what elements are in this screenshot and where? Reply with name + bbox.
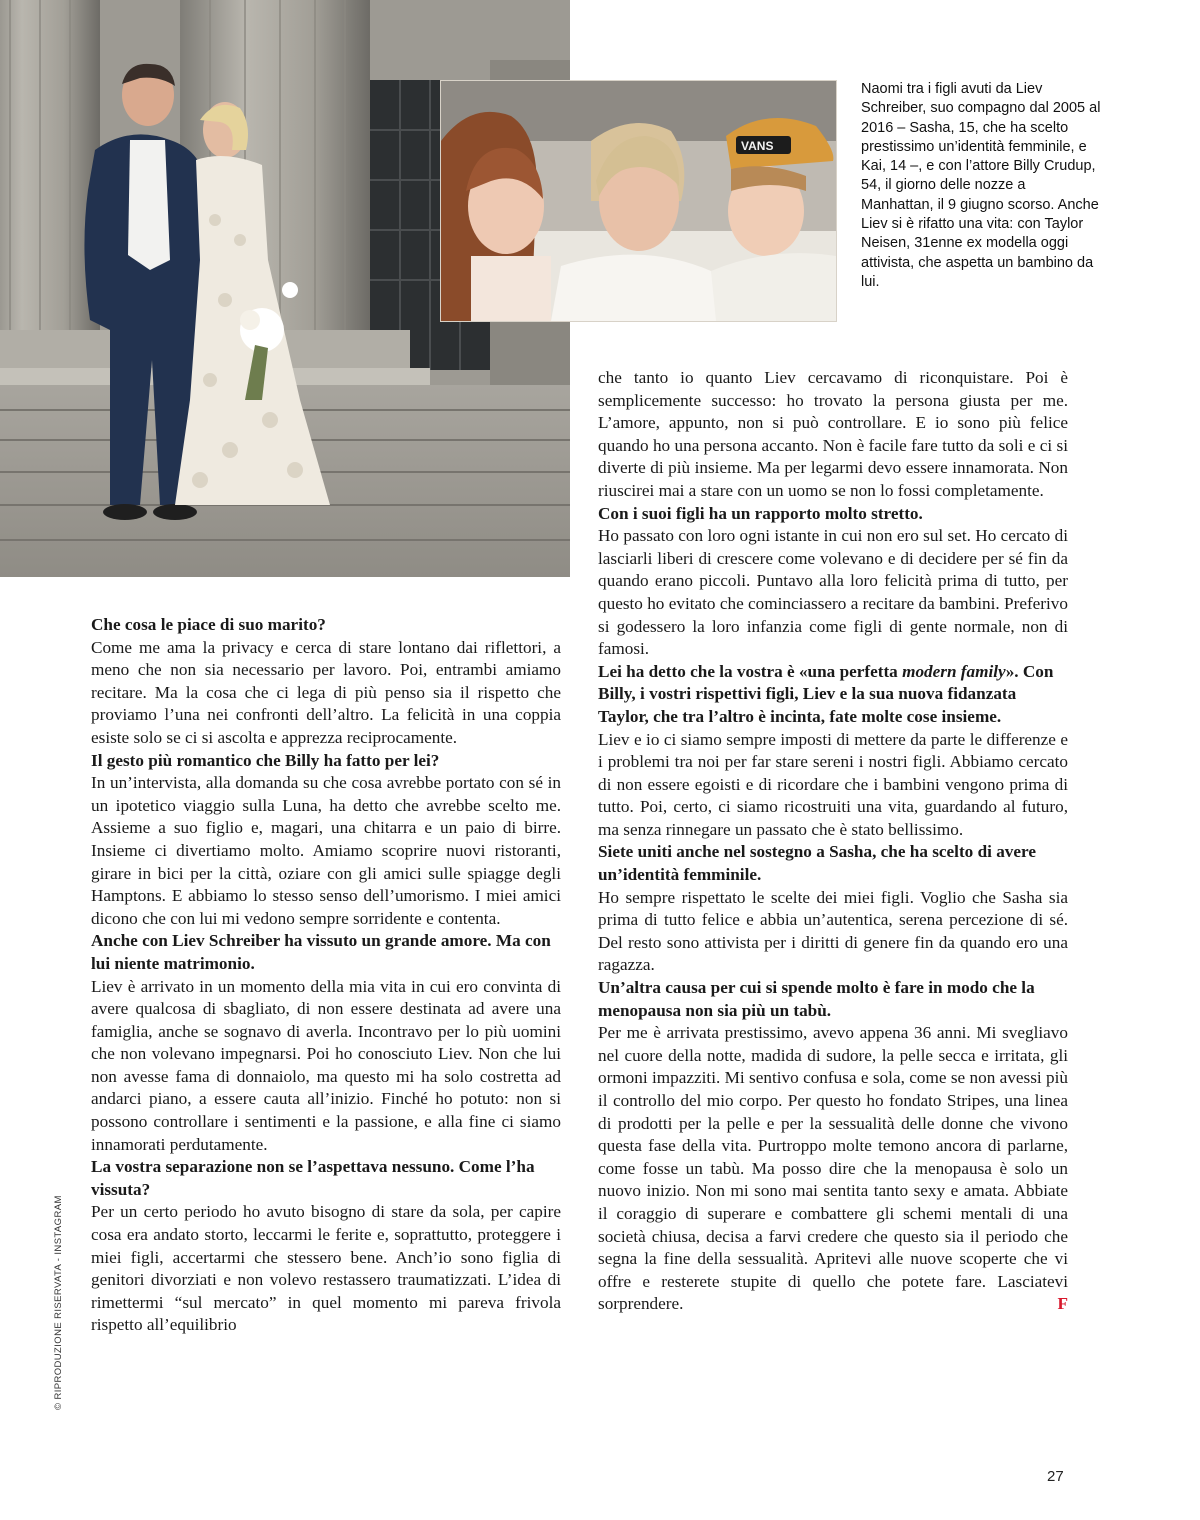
question-7: Siete uniti anche nel sostegno a Sasha, che ha scelto di avere un’identità femminile. xyxy=(598,842,1036,885)
question-2: Il gesto più romantico che Billy ha fatto per lei? xyxy=(91,750,440,770)
photo-credit: © RIPRODUZIONE RISERVATA - INSTAGRAM xyxy=(53,1195,64,1410)
answer-4-part-2: che tanto io quanto Liev cercavamo di riconquistare. Poi è semplicemente successo: ho trovato la persona giusta per me. L’amore, appunto, non si può controllare. E io sono più felice quando ho una persona accanto. Non è facile fare tutto da soli e ci si diverte di più insieme. Ma per legarmi devo essere innamorata. Non riuscirei mai a stare con un uomo se non lo fossi completamente. xyxy=(598,368,1068,500)
page-number: 27 xyxy=(1047,1468,1064,1485)
question-1: Che cosa le piace di suo marito? xyxy=(91,615,326,634)
question-6-lead: Lei ha detto che la vostra è «una perfetta xyxy=(598,661,903,681)
answer-5: Ho passato con loro ogni istante in cui non ero sul set. Ho cercato di lasciarli liberi di crescere come volevano e di decidere per sé fin da quando erano piccoli. Puntavo alla loro felicità prima di tutto, per questo ho evitato che cominciassero a recitare da bambini. Preferivo si godessero la loro infanzia come figli di gente normale, non di famosi. xyxy=(598,526,1068,659)
article-column-left xyxy=(91,614,561,1337)
article-column-right xyxy=(598,367,1068,1316)
question-8: Un’altra causa per cui si spende molto è fare in modo che la menopausa non sia più un tabù. xyxy=(598,978,1035,1020)
question-5: Con i suoi figli ha un rapporto molto stretto. xyxy=(598,503,923,523)
question-6 xyxy=(598,661,1068,729)
question-6-emphasis: modern family xyxy=(902,661,1006,681)
answer-3: Liev è arrivato in un momento della mia vita in cui ero convinta di avere qualcosa di sbagliato, di non essere destinata ad avere una famiglia, anche se sognavo di averla. Incontravo per lo più uomini che non volevano impegnarsi. Poi ho conosciuto Liev. Non che lui non avesse fama di donnaiolo, ma questo mi ha solo costretta ad andarci piano, a essere cauta all’inizio. Finché ho potuto: non si possono controllare i sentimenti e la passione, e alla fine ci siamo innamorati perdutamente. xyxy=(91,976,561,1154)
photo-caption xyxy=(861,80,1101,292)
answer-4-part-1: Per un certo periodo ho avuto bisogno di stare da sola, per capire cosa era andato storto, leccarmi le ferite e, soprattutto, proteggere i miei figli, accertarmi che stessero bene. Anch’io sono figlia di genitori divorziati e non volevo restassero traumatizzati. L’idea di rimettermi “sul mercato” in quel momento mi pareva frivola rispetto all’equilibrio xyxy=(91,1202,561,1335)
answer-1: Come me ama la privacy e cerca di stare lontano dai riflettori, a meno che non sia necessario per lavoro. Poi, entrambi amiamo recitare. Ma la cosa che ci lega di più penso sia il rispetto che proviamo l’una nei confronti dell’altro. La felicità in una coppia esiste solo se ci si ascolta e apprezza reciprocamente. xyxy=(91,637,561,747)
question-3: Anche con Liev Schreiber ha vissuto un grande amore. Ma con lui niente matrimonio. xyxy=(91,931,551,973)
cap-logo-text: VANS xyxy=(741,139,774,153)
answer-8: Per me è arrivata prestissimo, avevo appena 36 anni. Mi svegliavo nel cuore della notte, madida di sudore, la pelle secca e irritata, gli ormoni impazziti. Mi sentivo confusa e sola, come se non avessi più il controllo del mio corpo. Per questo ho fondato Stripes, una linea di prodotti per la pelle e per la sessualità delle donne che vivono questa fase della vita. Purtroppo molte temono ancora di parlarne, come fosse un tabù. Ma posso dire che la menopausa è solo un nuovo inizio. Non mi sono mai sentita tanto sexy e amata. Abbiate il coraggio di superare e combattere gli schemi mentali di una società chiusa, decisa a farvi credere che questo sia il periodo che segna la fine della sessualità. Apritevi alle nuove scoperte che vi offre e resterete stupite di quello che potete fare. Lasciatevi sorprendere. xyxy=(598,1023,1068,1314)
answer-8-wrap xyxy=(598,1022,1068,1316)
question-4: La vostra separazione non se l’aspettava nessuno. Come l’ha vissuta? xyxy=(91,1157,535,1199)
question-6-rest: ». Con Billy, i vostri rispettivi figli, Liev e la sua nuova fidanzata Taylor, che tra l’altro è incinta, fate molte cose insieme. xyxy=(598,661,1054,726)
caption-text: Naomi tra i figli avuti da Liev Schreiber, suo compagno dal 2005 al 2016 – Sasha, 15, che ha scelto prestissimo un’identità femminile, e Kai, 14 –, e con l’attore Billy Crudup, 54, il giorno delle nozze a Manhattan, il 9 giugno scorso. Anche Liev si è rifatto una vita: con Taylor Neisen, 31enne ex modella oggi attivista, che aspetta un bambino da lui. xyxy=(861,81,1101,290)
answer-6: Liev e io ci siamo sempre imposti di mettere da parte le differenze e i problemi tra noi per far stare sereni i nostri figli. Abbiamo cercato di non essere egoisti e di ricordare che i bambini vengono prima di tutto. Poi, certo, ci siamo ricostruiti una vita, guardando al futuro, ma senza rinnegare un passato che è stato bellissimo. xyxy=(598,729,1068,839)
answer-7: Ho sempre rispettato le scelte dei miei figli. Voglio che Sasha sia prima di tutto felice e abbia un’autentica, serena percezione di sé. Del resto sono attivista per i diritti di genere fin da quando ero una ragazza. xyxy=(598,887,1068,975)
family-selfie-photo xyxy=(440,80,837,322)
end-mark: F xyxy=(1057,1294,1068,1314)
answer-2: In un’intervista, alla domanda su che cosa avrebbe portato con sé in un ipotetico viaggio sulla Luna, ha detto che avrebbe scelto me. Assieme a suo figlio e, magari, una chitarra e un paio di birre. Insieme ci divertiamo molto. Amiamo scoprire nuovi ristoranti, girare in bici per la città, oziare con gli amici sulle spiagge degli Hamptons. E abbiamo lo stesso senso dell’umorismo. I miei amici dicono che con lui mi vedono sempre sorridente e contenta. xyxy=(91,773,561,928)
